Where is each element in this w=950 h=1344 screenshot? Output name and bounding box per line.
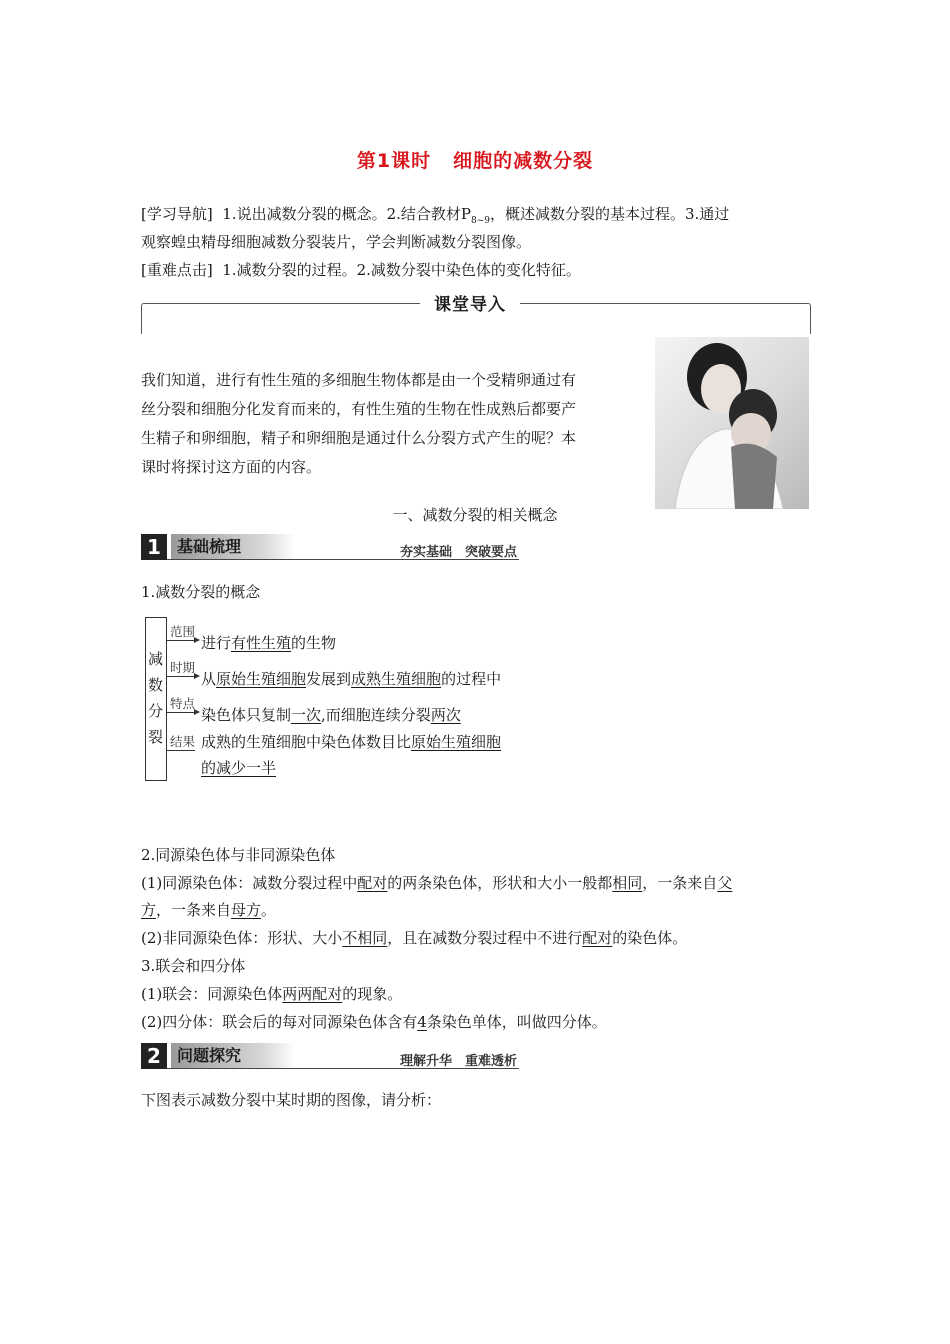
section-rule bbox=[167, 559, 519, 560]
section-rule bbox=[167, 1068, 519, 1069]
learning-guide-cont: 观察蝗虫精母细胞减数分裂装片，学会判断减数分裂图像。 bbox=[141, 233, 532, 251]
homolog-p2: (2)非同源染色体：形状、大小不相同，且在减数分裂过程中不进行配对的染色体。 bbox=[141, 929, 688, 947]
section-number: 1 bbox=[141, 534, 167, 560]
section-tagline: 夯实基础 突破要点 bbox=[399, 545, 517, 560]
homolog-p1: (1)同源染色体：减数分裂过程中配对的两条染色体，形状和大小一般都相同，一条来自父 bbox=[141, 874, 733, 892]
arrow-head-icon bbox=[194, 637, 200, 643]
section-tagline: 理解升华 重难透析 bbox=[399, 1054, 517, 1069]
row-tag: 范围 bbox=[170, 624, 196, 639]
box-char: 数 bbox=[148, 676, 164, 694]
box-char: 裂 bbox=[148, 728, 164, 746]
section-subtitle: 一、减数分裂的相关概念 bbox=[392, 506, 558, 524]
intro-line: 课时将探讨这方面的内容。 bbox=[141, 458, 322, 476]
synapsis-p1: (1)联会：同源染色体两两配对的现象。 bbox=[141, 985, 403, 1003]
synapsis-p2: (2)四分体：联会后的每对同源染色体含有4条染色单体，叫做四分体。 bbox=[141, 1013, 607, 1031]
section-label: 基础梳理 bbox=[171, 534, 295, 560]
key-points: [重难点击] 1.减数分裂的过程。2.减数分裂中染色体的变化特征。 bbox=[141, 261, 581, 279]
photo-illustration bbox=[655, 337, 809, 509]
intro-line: 丝分裂和细胞分化发育而来的，有性生殖的生物在性成熟后都要产 bbox=[141, 400, 577, 418]
synapsis-heading: 3.联会和四分体 bbox=[141, 957, 246, 975]
page-title: 第1课时 细胞的减数分裂 bbox=[356, 150, 594, 172]
section-number: 2 bbox=[141, 1043, 167, 1069]
section-bar-inquiry bbox=[141, 1043, 519, 1069]
question-prompt: 下图表示减数分裂中某时期的图像，请分析： bbox=[141, 1091, 442, 1109]
concept-box bbox=[145, 617, 167, 781]
row-text: 成熟的生殖细胞中染色体数目比原始生殖细胞 bbox=[201, 733, 502, 751]
row-text-cont: 的减少一半 bbox=[201, 759, 277, 777]
row-tag: 时期 bbox=[170, 660, 196, 675]
intro-line: 我们知道，进行有性生殖的多细胞生物体都是由一个受精卵通过有 bbox=[141, 371, 577, 389]
arrow-line bbox=[167, 676, 195, 677]
row-text: 染色体只复制一次,而细胞连续分裂两次 bbox=[201, 706, 461, 724]
row-text: 从原始生殖细胞发展到成熟生殖细胞的过程中 bbox=[201, 670, 502, 688]
learning-guide: [学习导航] 1.说出减数分裂的概念。2.结合教材$P_{8\sim 9}$，概述减数分裂的基本过程。3.通过 bbox=[141, 205, 730, 226]
intro-line: 生精子和卵细胞，精子和卵细胞是通过什么分裂方式产生的呢？本 bbox=[141, 429, 577, 447]
mother-child-photo bbox=[655, 337, 809, 509]
homolog-p1-cont: 方，一条来自母方。 bbox=[141, 901, 277, 919]
section-bar-basics bbox=[141, 534, 519, 560]
section-label: 问题探究 bbox=[171, 1043, 295, 1069]
row-text: 进行有性生殖的生物 bbox=[201, 634, 337, 652]
concept-heading: 1.减数分裂的概念 bbox=[141, 583, 261, 601]
arrow-head-icon bbox=[194, 709, 200, 715]
box-char: 减 bbox=[148, 650, 164, 668]
intro-heading: 课堂导入 bbox=[420, 290, 520, 315]
homolog-heading: 2.同源染色体与非同源染色体 bbox=[141, 846, 336, 864]
arrow-line bbox=[167, 640, 195, 641]
arrow-head-icon bbox=[194, 673, 200, 679]
arrow-line bbox=[167, 712, 195, 713]
row-tag: 特点 bbox=[170, 696, 196, 711]
intro-paragraph bbox=[141, 366, 641, 482]
box-char: 分 bbox=[148, 702, 164, 720]
row-tag: 结果 bbox=[170, 734, 196, 749]
arrow-line bbox=[167, 750, 195, 751]
